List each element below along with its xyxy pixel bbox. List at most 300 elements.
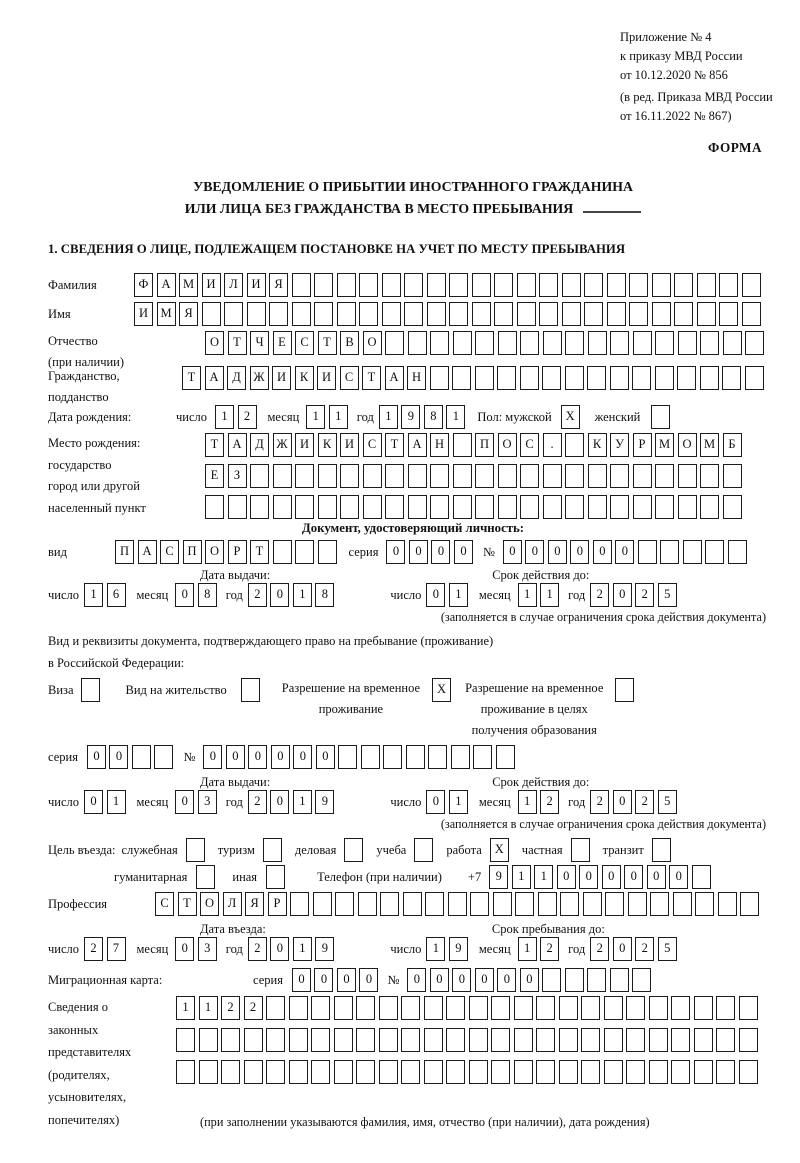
char-box[interactable] xyxy=(514,996,533,1020)
char-box[interactable] xyxy=(401,996,420,1020)
char-box[interactable] xyxy=(539,273,558,297)
char-box[interactable]: К xyxy=(588,433,607,457)
char-box[interactable]: 0 xyxy=(593,540,612,564)
char-box[interactable]: И xyxy=(202,273,221,297)
char-box[interactable]: X xyxy=(432,678,451,702)
char-box[interactable] xyxy=(199,1060,218,1084)
char-box[interactable] xyxy=(295,464,314,488)
char-box[interactable] xyxy=(176,1028,195,1052)
char-box[interactable]: 8 xyxy=(424,405,443,429)
char-box[interactable] xyxy=(472,302,491,326)
char-box[interactable]: Т xyxy=(385,433,404,457)
char-box[interactable] xyxy=(379,1028,398,1052)
char-box[interactable]: 0 xyxy=(270,790,289,814)
char-box[interactable] xyxy=(559,1060,578,1084)
char-box[interactable]: Д xyxy=(250,433,269,457)
char-box[interactable] xyxy=(359,273,378,297)
char-box[interactable] xyxy=(588,464,607,488)
char-box[interactable] xyxy=(649,1028,668,1052)
char-box[interactable] xyxy=(520,495,539,519)
char-box[interactable] xyxy=(626,1060,645,1084)
char-box[interactable] xyxy=(587,366,606,390)
char-box[interactable] xyxy=(719,302,738,326)
char-box[interactable] xyxy=(427,273,446,297)
char-box[interactable] xyxy=(244,1028,263,1052)
char-box[interactable] xyxy=(739,1028,758,1052)
char-box[interactable]: С xyxy=(520,433,539,457)
char-box[interactable] xyxy=(186,838,205,862)
char-box[interactable]: 0 xyxy=(175,790,194,814)
char-box[interactable] xyxy=(311,996,330,1020)
char-box[interactable]: Б xyxy=(723,433,742,457)
char-box[interactable] xyxy=(536,1060,555,1084)
char-box[interactable]: Л xyxy=(223,892,242,916)
char-box[interactable]: 0 xyxy=(203,745,222,769)
char-box[interactable]: М xyxy=(700,433,719,457)
char-box[interactable] xyxy=(543,495,562,519)
char-box[interactable]: 2 xyxy=(590,937,609,961)
char-box[interactable] xyxy=(633,331,652,355)
char-box[interactable]: 0 xyxy=(615,540,634,564)
char-box[interactable] xyxy=(363,464,382,488)
char-box[interactable] xyxy=(581,1060,600,1084)
char-box[interactable]: 2 xyxy=(540,937,559,961)
char-box[interactable] xyxy=(542,968,561,992)
char-box[interactable]: Ж xyxy=(250,366,269,390)
char-box[interactable]: 1 xyxy=(329,405,348,429)
char-box[interactable]: 0 xyxy=(557,865,576,889)
char-box[interactable]: О xyxy=(200,892,219,916)
char-box[interactable] xyxy=(266,996,285,1020)
char-box[interactable] xyxy=(430,331,449,355)
char-box[interactable] xyxy=(311,1060,330,1084)
char-box[interactable]: 6 xyxy=(107,583,126,607)
char-box[interactable]: 2 xyxy=(635,790,654,814)
char-box[interactable]: 9 xyxy=(449,937,468,961)
char-box[interactable] xyxy=(674,273,693,297)
char-box[interactable] xyxy=(449,273,468,297)
char-box[interactable] xyxy=(176,1060,195,1084)
char-box[interactable] xyxy=(340,464,359,488)
char-box[interactable]: И xyxy=(272,366,291,390)
char-box[interactable]: 2 xyxy=(590,790,609,814)
char-box[interactable]: 1 xyxy=(199,996,218,1020)
char-box[interactable] xyxy=(289,1060,308,1084)
char-box[interactable]: 0 xyxy=(624,865,643,889)
char-box[interactable] xyxy=(633,495,652,519)
char-box[interactable] xyxy=(359,302,378,326)
char-box[interactable] xyxy=(628,892,647,916)
char-box[interactable]: М xyxy=(157,302,176,326)
char-box[interactable]: 1 xyxy=(293,790,312,814)
char-box[interactable] xyxy=(493,892,512,916)
char-box[interactable] xyxy=(514,1028,533,1052)
char-box[interactable] xyxy=(615,678,634,702)
char-box[interactable]: 0 xyxy=(226,745,245,769)
char-box[interactable] xyxy=(498,495,517,519)
char-box[interactable]: Д xyxy=(227,366,246,390)
char-box[interactable] xyxy=(739,1060,758,1084)
char-box[interactable] xyxy=(295,540,314,564)
char-box[interactable]: 1 xyxy=(107,790,126,814)
char-box[interactable] xyxy=(363,495,382,519)
char-box[interactable]: 2 xyxy=(635,937,654,961)
char-box[interactable] xyxy=(581,1028,600,1052)
char-box[interactable] xyxy=(723,495,742,519)
char-box[interactable] xyxy=(273,464,292,488)
char-box[interactable] xyxy=(356,1060,375,1084)
char-box[interactable] xyxy=(697,273,716,297)
char-box[interactable] xyxy=(565,495,584,519)
char-box[interactable] xyxy=(610,366,629,390)
char-box[interactable] xyxy=(361,745,380,769)
char-box[interactable]: 1 xyxy=(534,865,553,889)
char-box[interactable] xyxy=(719,273,738,297)
char-box[interactable] xyxy=(629,302,648,326)
char-box[interactable]: М xyxy=(179,273,198,297)
char-box[interactable]: З xyxy=(228,464,247,488)
char-box[interactable] xyxy=(241,678,260,702)
char-box[interactable]: 0 xyxy=(525,540,544,564)
char-box[interactable] xyxy=(453,331,472,355)
char-box[interactable]: 0 xyxy=(270,937,289,961)
char-box[interactable] xyxy=(273,540,292,564)
char-box[interactable]: Е xyxy=(273,331,292,355)
char-box[interactable] xyxy=(430,495,449,519)
char-box[interactable] xyxy=(632,366,651,390)
char-box[interactable] xyxy=(428,745,447,769)
char-box[interactable]: 0 xyxy=(613,937,632,961)
char-box[interactable]: С xyxy=(155,892,174,916)
char-box[interactable] xyxy=(449,302,468,326)
char-box[interactable] xyxy=(470,892,489,916)
char-box[interactable]: 2 xyxy=(248,583,267,607)
char-box[interactable] xyxy=(334,996,353,1020)
char-box[interactable]: 2 xyxy=(540,790,559,814)
char-box[interactable] xyxy=(382,302,401,326)
char-box[interactable] xyxy=(266,1060,285,1084)
char-box[interactable]: А xyxy=(408,433,427,457)
char-box[interactable] xyxy=(587,968,606,992)
char-box[interactable] xyxy=(491,996,510,1020)
char-box[interactable] xyxy=(650,892,669,916)
char-box[interactable]: 0 xyxy=(359,968,378,992)
char-box[interactable]: 0 xyxy=(426,583,445,607)
char-box[interactable] xyxy=(263,838,282,862)
char-box[interactable]: 0 xyxy=(87,745,106,769)
char-box[interactable] xyxy=(406,745,425,769)
char-box[interactable] xyxy=(424,1028,443,1052)
char-box[interactable] xyxy=(607,302,626,326)
char-box[interactable]: 0 xyxy=(293,745,312,769)
char-box[interactable] xyxy=(700,366,719,390)
char-box[interactable] xyxy=(520,331,539,355)
char-box[interactable]: 0 xyxy=(292,968,311,992)
char-box[interactable]: 2 xyxy=(248,937,267,961)
char-box[interactable] xyxy=(610,331,629,355)
char-box[interactable] xyxy=(196,865,215,889)
char-box[interactable]: 3 xyxy=(198,790,217,814)
char-box[interactable]: 0 xyxy=(316,745,335,769)
char-box[interactable]: 5 xyxy=(658,937,677,961)
char-box[interactable] xyxy=(401,1060,420,1084)
char-box[interactable]: 1 xyxy=(518,790,537,814)
char-box[interactable] xyxy=(605,892,624,916)
char-box[interactable] xyxy=(610,968,629,992)
char-box[interactable] xyxy=(520,366,539,390)
char-box[interactable]: 1 xyxy=(449,790,468,814)
char-box[interactable]: 2 xyxy=(84,937,103,961)
char-box[interactable] xyxy=(565,366,584,390)
char-box[interactable] xyxy=(678,464,697,488)
char-box[interactable] xyxy=(408,331,427,355)
char-box[interactable] xyxy=(673,892,692,916)
char-box[interactable] xyxy=(655,331,674,355)
char-box[interactable] xyxy=(404,302,423,326)
char-box[interactable] xyxy=(314,273,333,297)
char-box[interactable]: 0 xyxy=(613,583,632,607)
char-box[interactable] xyxy=(473,745,492,769)
char-box[interactable] xyxy=(718,892,737,916)
char-box[interactable] xyxy=(446,996,465,1020)
char-box[interactable] xyxy=(536,1028,555,1052)
char-box[interactable]: 5 xyxy=(658,790,677,814)
char-box[interactable]: 2 xyxy=(590,583,609,607)
char-box[interactable] xyxy=(649,996,668,1020)
char-box[interactable] xyxy=(694,1028,713,1052)
char-box[interactable] xyxy=(638,540,657,564)
char-box[interactable] xyxy=(292,302,311,326)
char-box[interactable] xyxy=(424,1060,443,1084)
char-box[interactable]: Я xyxy=(245,892,264,916)
char-box[interactable]: 5 xyxy=(658,583,677,607)
char-box[interactable] xyxy=(723,331,742,355)
char-box[interactable] xyxy=(543,331,562,355)
char-box[interactable]: 1 xyxy=(293,937,312,961)
char-box[interactable]: 2 xyxy=(238,405,257,429)
char-box[interactable] xyxy=(273,495,292,519)
char-box[interactable] xyxy=(677,366,696,390)
char-box[interactable] xyxy=(250,495,269,519)
char-box[interactable] xyxy=(559,996,578,1020)
char-box[interactable]: 1 xyxy=(306,405,325,429)
char-box[interactable] xyxy=(446,1060,465,1084)
char-box[interactable] xyxy=(494,273,513,297)
char-box[interactable]: 2 xyxy=(244,996,263,1020)
char-box[interactable] xyxy=(694,1060,713,1084)
char-box[interactable]: 2 xyxy=(221,996,240,1020)
char-box[interactable] xyxy=(132,745,151,769)
char-box[interactable]: О xyxy=(678,433,697,457)
char-box[interactable] xyxy=(266,865,285,889)
char-box[interactable]: 0 xyxy=(647,865,666,889)
char-box[interactable]: О xyxy=(205,540,224,564)
char-box[interactable]: 0 xyxy=(503,540,522,564)
char-box[interactable] xyxy=(289,996,308,1020)
char-box[interactable]: И xyxy=(247,273,266,297)
char-box[interactable] xyxy=(205,495,224,519)
char-box[interactable]: 7 xyxy=(107,937,126,961)
char-box[interactable] xyxy=(588,495,607,519)
char-box[interactable] xyxy=(247,302,266,326)
char-box[interactable]: 0 xyxy=(407,968,426,992)
char-box[interactable] xyxy=(427,302,446,326)
char-box[interactable]: 1 xyxy=(449,583,468,607)
char-box[interactable]: Н xyxy=(407,366,426,390)
char-box[interactable] xyxy=(401,1028,420,1052)
char-box[interactable]: 0 xyxy=(548,540,567,564)
char-box[interactable] xyxy=(475,464,494,488)
char-box[interactable] xyxy=(562,273,581,297)
char-box[interactable] xyxy=(583,892,602,916)
char-box[interactable]: 8 xyxy=(198,583,217,607)
char-box[interactable] xyxy=(722,366,741,390)
char-box[interactable] xyxy=(356,1028,375,1052)
char-box[interactable] xyxy=(380,892,399,916)
char-box[interactable] xyxy=(408,495,427,519)
char-box[interactable] xyxy=(430,464,449,488)
char-box[interactable]: 1 xyxy=(176,996,195,1020)
char-box[interactable]: А xyxy=(138,540,157,564)
char-box[interactable] xyxy=(453,433,472,457)
char-box[interactable]: К xyxy=(318,433,337,457)
char-box[interactable]: Т xyxy=(182,366,201,390)
char-box[interactable] xyxy=(318,464,337,488)
char-box[interactable]: 0 xyxy=(613,790,632,814)
char-box[interactable] xyxy=(626,996,645,1020)
char-box[interactable] xyxy=(559,1028,578,1052)
char-box[interactable]: 0 xyxy=(497,968,516,992)
char-box[interactable]: Р xyxy=(633,433,652,457)
char-box[interactable]: 0 xyxy=(602,865,621,889)
char-box[interactable] xyxy=(81,678,100,702)
char-box[interactable] xyxy=(542,366,561,390)
char-box[interactable] xyxy=(244,1060,263,1084)
char-box[interactable] xyxy=(425,892,444,916)
char-box[interactable] xyxy=(453,495,472,519)
char-box[interactable]: А xyxy=(205,366,224,390)
char-box[interactable] xyxy=(543,464,562,488)
char-box[interactable]: Т xyxy=(318,331,337,355)
char-box[interactable] xyxy=(692,865,711,889)
char-box[interactable]: Я xyxy=(179,302,198,326)
char-box[interactable]: И xyxy=(134,302,153,326)
char-box[interactable]: . xyxy=(543,433,562,457)
char-box[interactable]: 0 xyxy=(386,540,405,564)
char-box[interactable] xyxy=(560,892,579,916)
char-box[interactable] xyxy=(655,366,674,390)
char-box[interactable] xyxy=(520,464,539,488)
char-box[interactable]: 0 xyxy=(426,790,445,814)
char-box[interactable] xyxy=(266,1028,285,1052)
char-box[interactable]: 1 xyxy=(518,583,537,607)
char-box[interactable] xyxy=(539,302,558,326)
char-box[interactable] xyxy=(497,366,516,390)
char-box[interactable] xyxy=(318,540,337,564)
char-box[interactable] xyxy=(356,996,375,1020)
char-box[interactable]: 0 xyxy=(337,968,356,992)
char-box[interactable] xyxy=(295,495,314,519)
char-box[interactable] xyxy=(430,366,449,390)
char-box[interactable]: 2 xyxy=(635,583,654,607)
char-box[interactable] xyxy=(678,495,697,519)
char-box[interactable]: 8 xyxy=(315,583,334,607)
char-box[interactable] xyxy=(610,495,629,519)
char-box[interactable]: Ч xyxy=(250,331,269,355)
char-box[interactable]: 2 xyxy=(248,790,267,814)
char-box[interactable] xyxy=(604,1028,623,1052)
char-box[interactable] xyxy=(448,892,467,916)
char-box[interactable]: 1 xyxy=(512,865,531,889)
char-box[interactable] xyxy=(562,302,581,326)
char-box[interactable]: 0 xyxy=(314,968,333,992)
char-box[interactable]: Т xyxy=(205,433,224,457)
char-box[interactable]: П xyxy=(183,540,202,564)
char-box[interactable] xyxy=(536,996,555,1020)
char-box[interactable] xyxy=(385,464,404,488)
char-box[interactable]: И xyxy=(340,433,359,457)
char-box[interactable] xyxy=(565,464,584,488)
char-box[interactable]: Н xyxy=(430,433,449,457)
char-box[interactable] xyxy=(517,302,536,326)
char-box[interactable] xyxy=(250,464,269,488)
char-box[interactable] xyxy=(683,540,702,564)
char-box[interactable] xyxy=(404,273,423,297)
char-box[interactable] xyxy=(652,273,671,297)
char-box[interactable]: Я xyxy=(269,273,288,297)
char-box[interactable] xyxy=(379,996,398,1020)
char-box[interactable] xyxy=(652,838,671,862)
char-box[interactable] xyxy=(584,273,603,297)
char-box[interactable]: И xyxy=(295,433,314,457)
char-box[interactable]: У xyxy=(610,433,629,457)
char-box[interactable]: 9 xyxy=(315,790,334,814)
char-box[interactable] xyxy=(424,996,443,1020)
char-box[interactable]: 0 xyxy=(248,745,267,769)
char-box[interactable] xyxy=(469,1060,488,1084)
char-box[interactable] xyxy=(742,302,761,326)
char-box[interactable] xyxy=(269,302,288,326)
char-box[interactable] xyxy=(514,1060,533,1084)
char-box[interactable] xyxy=(221,1028,240,1052)
char-box[interactable] xyxy=(475,366,494,390)
char-box[interactable] xyxy=(716,1028,735,1052)
char-box[interactable] xyxy=(716,1060,735,1084)
char-box[interactable]: 3 xyxy=(198,937,217,961)
char-box[interactable] xyxy=(496,745,515,769)
char-box[interactable] xyxy=(633,464,652,488)
char-box[interactable]: К xyxy=(295,366,314,390)
char-box[interactable] xyxy=(334,1060,353,1084)
char-box[interactable] xyxy=(655,495,674,519)
char-box[interactable] xyxy=(202,302,221,326)
char-box[interactable] xyxy=(742,273,761,297)
char-box[interactable] xyxy=(311,1028,330,1052)
char-box[interactable] xyxy=(385,495,404,519)
char-box[interactable] xyxy=(739,996,758,1020)
char-box[interactable]: 9 xyxy=(489,865,508,889)
char-box[interactable] xyxy=(344,838,363,862)
char-box[interactable]: 0 xyxy=(109,745,128,769)
char-box[interactable] xyxy=(335,892,354,916)
char-box[interactable]: А xyxy=(385,366,404,390)
char-box[interactable] xyxy=(154,745,173,769)
char-box[interactable]: 1 xyxy=(293,583,312,607)
char-box[interactable] xyxy=(565,433,584,457)
char-box[interactable] xyxy=(517,273,536,297)
char-box[interactable] xyxy=(491,1060,510,1084)
char-box[interactable] xyxy=(700,331,719,355)
